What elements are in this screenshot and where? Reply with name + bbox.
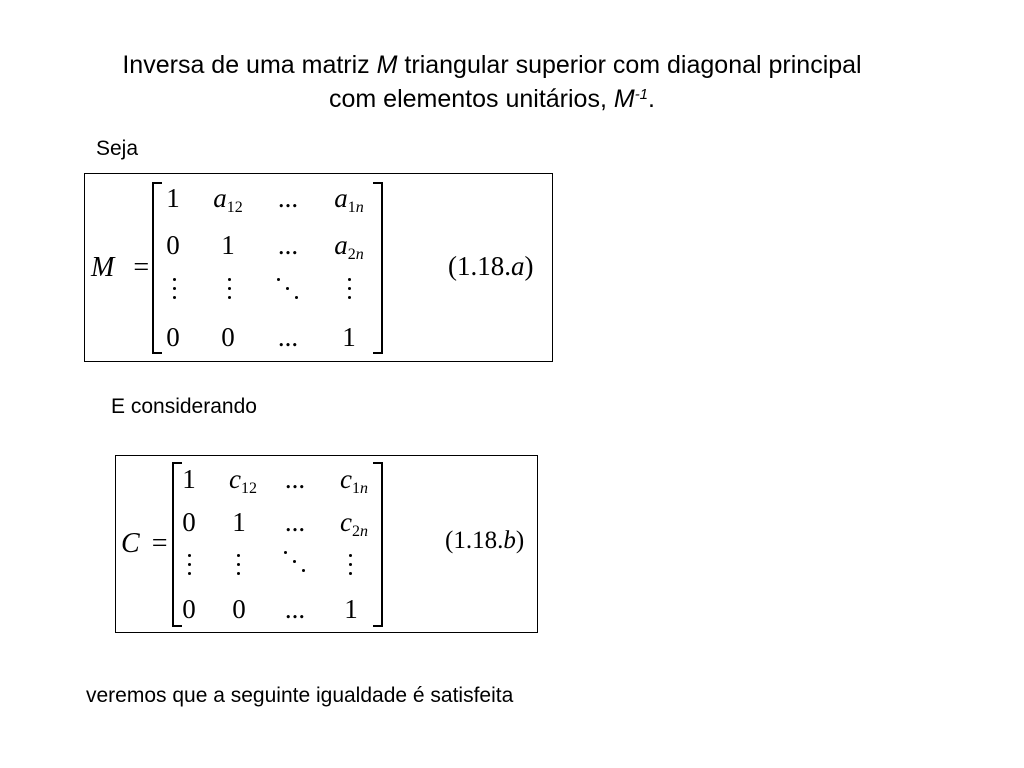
- vertical-dots-icon: [233, 552, 245, 578]
- equation-a-number: (1.18.a): [448, 251, 534, 281]
- matrix-c-cell-1-3: ...: [284, 464, 306, 494]
- matrix-c-cell-1-1: 1: [182, 464, 196, 494]
- matrix-c-cell-4-4: 1: [344, 594, 358, 624]
- matrix-a-cell-1-4: $a_{1n}$: [334, 183, 364, 216]
- equals-sign: =: [151, 528, 168, 559]
- equation-b-number: (1.18.b): [445, 527, 525, 554]
- matrix-a-cell-2-3: ...: [277, 230, 299, 260]
- title-var-m: M: [376, 51, 398, 79]
- title-var-m-inverse: M: [613, 85, 635, 113]
- matrix-a-cell-4-1: 0: [166, 322, 180, 352]
- vertical-dots-icon: [184, 552, 196, 578]
- title-text-1: Inversa de uma matriz: [122, 51, 370, 79]
- vertical-dots-icon: [224, 276, 236, 302]
- title-text-3: com elementos unitários,: [329, 85, 607, 113]
- matrix-c-cell-4-3: ...: [284, 594, 306, 624]
- equation-box-b: [115, 455, 538, 633]
- label-veremos: veremos que a seguinte igualdade é satisfeita: [86, 684, 514, 707]
- equation-box-a: [84, 173, 553, 362]
- matrix-c-cell-1-4: $c_{1n}$: [340, 464, 368, 497]
- matrix-a-cell-2-2: 1: [221, 230, 235, 260]
- matrix-a-cell-1-1: 1: [166, 183, 180, 213]
- equals-sign: =: [133, 252, 150, 283]
- matrix-a-cell-4-3: ...: [277, 322, 299, 352]
- var-c: C: [121, 528, 140, 559]
- label-e-considerando: E considerando: [111, 395, 257, 418]
- slide-title: [0, 48, 984, 116]
- matrix-c-cell-2-3: ...: [284, 507, 306, 537]
- title-line-2: [0, 82, 984, 116]
- matrix-a-cell-2-1: 0: [166, 230, 180, 260]
- matrix-a-cell-4-2: 0: [221, 322, 235, 352]
- title-period: .: [648, 85, 655, 113]
- matrix-c-cell-2-1: 0: [182, 507, 196, 537]
- label-seja: Seja: [96, 137, 139, 160]
- matrix-a-cell-2-4: $a_{2n}$: [334, 230, 364, 263]
- var-m: M: [91, 252, 115, 283]
- title-text-2: triangular superior com diagonal principal: [404, 51, 862, 79]
- diagonal-dots-icon: [282, 549, 308, 575]
- matrix-c-cell-4-2: 0: [232, 594, 246, 624]
- diagonal-dots-icon: [275, 276, 301, 302]
- matrix-c-cell-2-2: 1: [232, 507, 246, 537]
- vertical-dots-icon: [169, 276, 181, 302]
- matrix-a-cell-1-2: $a_{12}$: [213, 183, 243, 216]
- vertical-dots-icon: [345, 552, 357, 578]
- title-line-1: [0, 48, 984, 82]
- matrix-c-cell-1-2: $c_{12}$: [229, 464, 257, 497]
- matrix-a-cell-1-3: ...: [277, 183, 299, 213]
- matrix-a-cell-4-4: 1: [342, 322, 356, 352]
- matrix-c-cell-2-4: $c_{2n}$: [340, 507, 368, 540]
- matrix-c-cell-4-1: 0: [182, 594, 196, 624]
- vertical-dots-icon: [344, 276, 356, 302]
- title-superscript: -1: [634, 86, 649, 103]
